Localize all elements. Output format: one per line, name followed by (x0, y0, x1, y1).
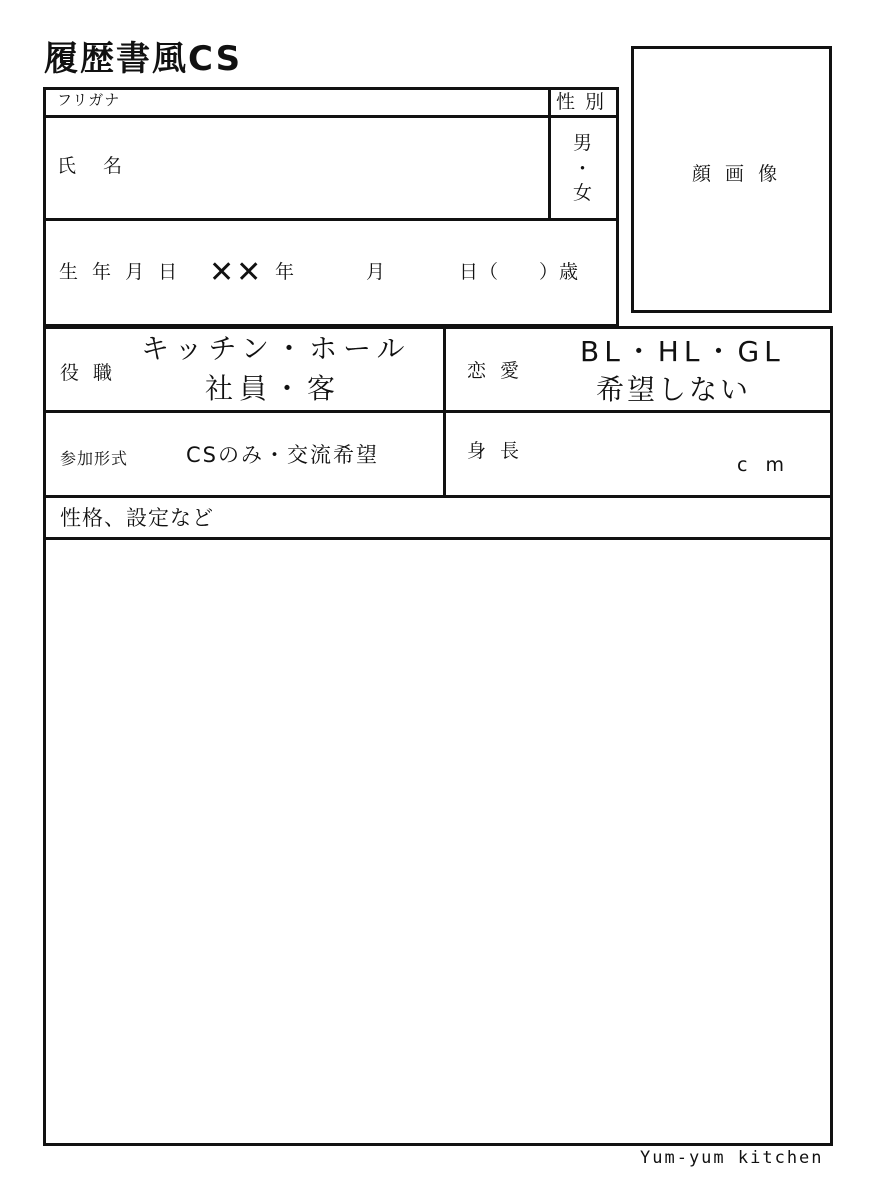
divider-row2 (43, 495, 833, 498)
gender-dot: ・ (573, 158, 597, 180)
birth-year-value: ✕✕ (209, 255, 264, 290)
gender-label: 性 別 (556, 91, 607, 113)
form-title: 履歴書風CS (44, 39, 243, 79)
footer-credit: Yum-yum kitchen (640, 1148, 824, 1168)
romance-label: 恋 愛 (467, 360, 524, 382)
role-line2: 社員・客 (205, 372, 342, 405)
romance-line1: BL・HL・GL (580, 335, 785, 368)
furigana-label: フリガナ (57, 91, 121, 109)
birth-day-unit: 日（ ）歳 (459, 261, 580, 283)
name-block (43, 87, 619, 327)
role-line1: キッチン・ホール (141, 332, 411, 365)
divider-gender (548, 87, 551, 221)
participation-label: 参加形式 (60, 449, 129, 468)
divider-name (43, 218, 619, 221)
gender-female: 女 (573, 182, 597, 204)
height-unit: c m (737, 454, 790, 476)
birth-month-unit: 月 (366, 261, 390, 283)
personality-area[interactable] (46, 540, 830, 1143)
divider-row1 (43, 410, 833, 413)
height-label: 身 長 (467, 440, 524, 462)
participation-value: CSのみ・交流希望 (186, 443, 379, 467)
personality-label: 性格、設定など (60, 506, 214, 530)
birth-label: 生 年 月 日 (59, 261, 182, 283)
role-label: 役 職 (60, 362, 117, 384)
photo-label: 顔 画 像 (692, 163, 782, 185)
name-label: 氏 名 (57, 155, 127, 177)
romance-line2: 希望しない (596, 373, 752, 406)
birth-year-unit: 年 (275, 261, 299, 283)
gender-male: 男 (573, 132, 597, 154)
divider-furigana (43, 115, 619, 118)
